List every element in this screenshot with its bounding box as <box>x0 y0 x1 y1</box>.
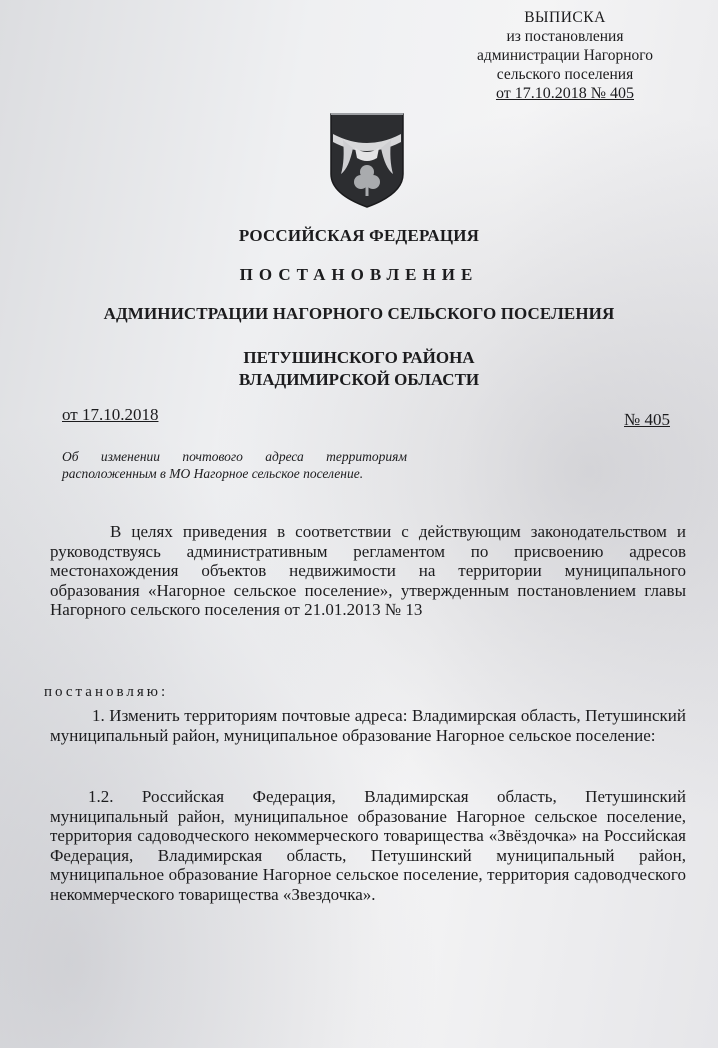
extract-line-4: сельского поселения <box>496 66 634 83</box>
item-1-2-paragraph: 1.2. Российская Федерация, Владимирская область, Петушинский муниципальный район, муниципальное образование Нагорное сельское поселение, территория садоводческого некоммерческого товарищества «Звёздочка» на Российская Федерация, Владимирская область, Петушинский муниципальный район, муниципальное образование Нагорное сельское поселение, территория садоводческого некоммерческого товарищества «Звездочка». <box>50 787 686 904</box>
country-heading: РОССИЙСКАЯ ФЕДЕРАЦИЯ <box>238 226 480 245</box>
extract-line-3: администрации Нагорного <box>476 47 653 64</box>
document-subject: Об изменении почтового адреса территориям расположенным в МО Нагорное сельское поселение. <box>62 449 407 481</box>
extract-stamp <box>440 8 690 103</box>
district-region-heading <box>0 347 718 391</box>
extract-line-2: из постановления <box>506 28 624 45</box>
preamble-paragraph: В целях приведения в соответствии с действующим законодательством и руководствуясь административным регламентом по присвоению адресов местонахождения объектов недвижимости на территории муниципального образования «Нагорное сельское поселение», утвержденным постановлением главы Нагорного сельского поселения от 21.01.2013 № 13 <box>50 522 686 620</box>
extract-date-number: от 17.10.2018 № 405 <box>495 85 635 102</box>
authority-heading: АДМИНИСТРАЦИИ НАГОРНОГО СЕЛЬСКОГО ПОСЕЛЕНИЯ <box>103 304 615 323</box>
district-line: ПЕТУШИНСКОГО РАЙОНА <box>243 348 475 367</box>
decree-word: постановляю: <box>44 684 169 700</box>
document-number: № 405 <box>624 410 670 429</box>
document-date: от 17.10.2018 <box>62 405 159 424</box>
region-line: ВЛАДИМИРСКОЙ ОБЛАСТИ <box>238 370 480 389</box>
document-type-heading: ПОСТАНОВЛЕНИЕ <box>239 265 479 284</box>
item-1-paragraph: 1. Изменить территориям почтовые адреса: Владимирская область, Петушинский муниципальный район, муниципальное образование Нагорное сельское поселение: <box>50 706 686 745</box>
extract-title: ВЫПИСКА <box>524 9 606 26</box>
coat-of-arms-icon <box>323 110 411 210</box>
